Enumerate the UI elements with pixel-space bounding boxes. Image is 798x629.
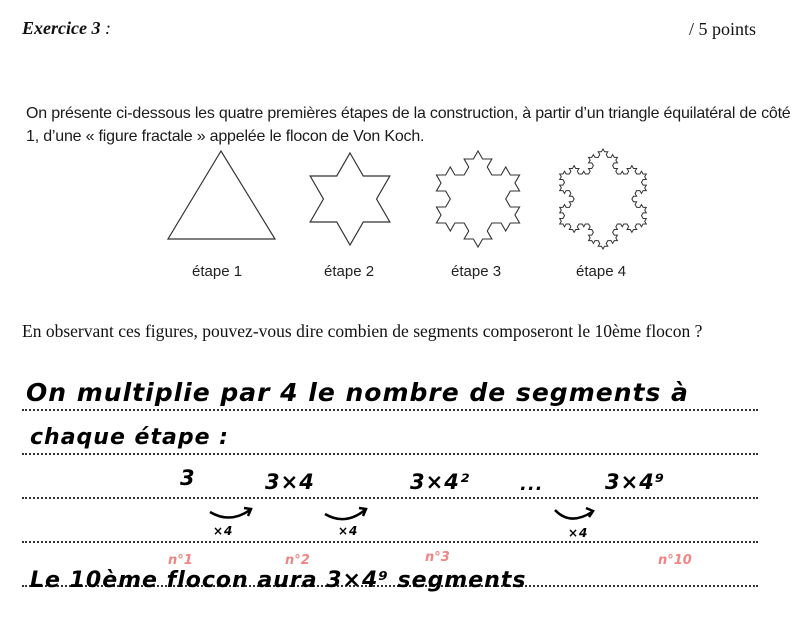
koch-figures-drawing [140,145,680,257]
answer-line-1: On multiplie par 4 le nombre de segments à [26,378,689,407]
arrow-label-1: ×4 [213,524,234,538]
figure-step-3 [436,151,519,247]
expression-step-2: 3×4 [265,470,315,494]
question-text: En observant ces figures, pouvez-vous dire combien de segments composeront le 10ème flocon ? [22,321,703,341]
expression-ellipsis: ... [520,474,544,495]
koch-figures [140,145,680,290]
index-label-2: n°2 [285,553,310,568]
exercise-title-colon: : [100,18,111,38]
expression-step-3: 3×4² [410,470,471,494]
arrow-label-2: ×4 [338,524,359,538]
figure-label-step-3: étape 3 [451,263,502,280]
exercise-points: / 5 points [688,19,756,39]
figure-label-step-2: étape 2 [324,263,375,280]
exercise-title-label: Exercice 3 [22,18,101,38]
intro-text: On présente ci-dessous les quatre premières étapes de la construction, à partir d’un triangle équilatéral de côté 1, d’une « figure fractale » appelée le flocon de Von Koch. [26,105,791,145]
answer-final-line: Le 10ème flocon aura 3×4⁹ segments [30,568,527,593]
expression-step-1: 3 [180,466,196,490]
index-label-10: n°10 [658,553,692,568]
index-label-1: n°1 [168,553,193,568]
index-label-3: n°3 [425,550,450,565]
dotted-line-1 [22,409,758,411]
expression-step-10: 3×4⁹ [605,470,666,494]
dotted-line-3 [22,497,758,499]
figure-label-step-4: étape 4 [576,263,627,280]
arrow-label-3: ×4 [568,526,589,540]
figure-label-step-1: étape 1 [192,263,243,280]
exercise-title [22,18,111,39]
figure-step-1 [168,151,275,239]
dotted-line-2 [22,453,758,455]
multiply-arrows [200,500,620,542]
figure-step-4 [560,149,647,249]
answer-line-2: chaque étape : [30,425,229,450]
figure-step-2 [310,153,390,245]
